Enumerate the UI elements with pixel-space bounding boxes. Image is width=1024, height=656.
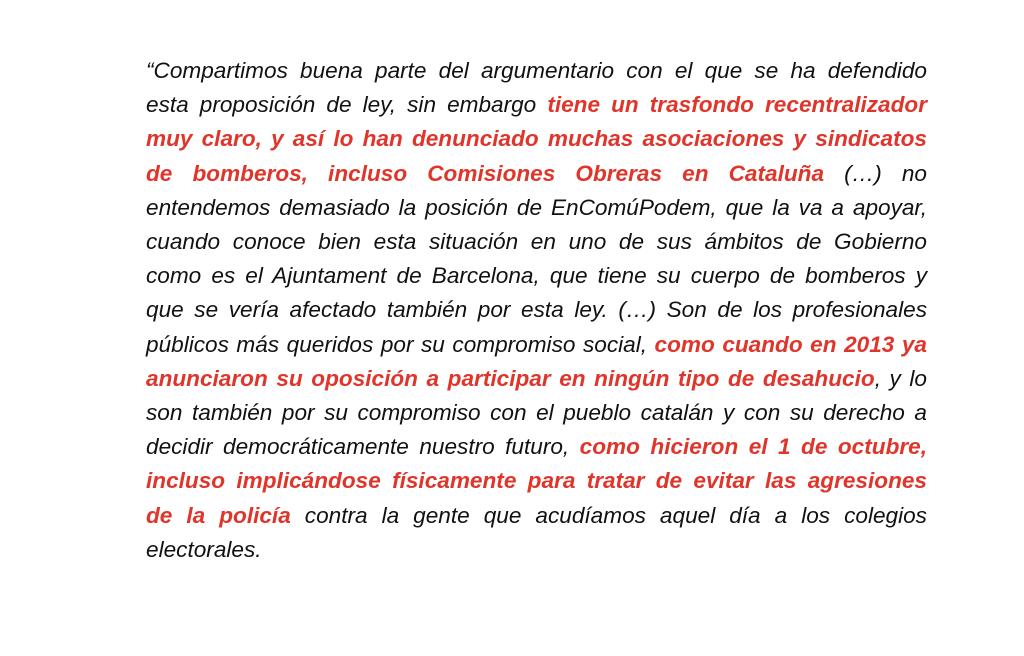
quote-highlight-1: tiene un trasfondo recentralizador muy claro, y así lo han denunciado muchas asociaciones y sindicatos de bomberos, incluso Comisiones Obreras en Cataluña [146, 92, 928, 186]
quote-highlight-3: como hicieron el 1 de octubre, incluso implicándose físicamente para tratar de evitar las agresiones de la policía [146, 434, 928, 528]
quote-paragraph [146, 54, 927, 567]
quote-text-1: “Compartimos buena parte del argumentario con el que se ha defendido esta proposición de ley, sin embargo [146, 58, 927, 118]
quote-text-3: , y lo son también por su compromiso con el pueblo catalán y con su derecho a decidir democráticamente nuestro futuro, [146, 365, 927, 460]
quote-highlight-2: como cuando en 2013 ya anunciaron su oposición a participar en ningún tipo de desahucio [146, 331, 927, 391]
quote-text-2: (…) no entendemos demasiado la posición de EnComúPodem, que la va a apoyar, cuando conoce bien esta situación en uno de sus ámbitos de Gobierno como es el Ajuntament de Barcelona, que tiene su cuerpo de bomberos y que se vería afectado también por esta ley. (…) Son de los profesionales públicos más queridos por su compromiso social, [146, 160, 927, 357]
quote-text-4: contra la gente que acudíamos aquel día a los colegios electorales. [146, 502, 927, 562]
